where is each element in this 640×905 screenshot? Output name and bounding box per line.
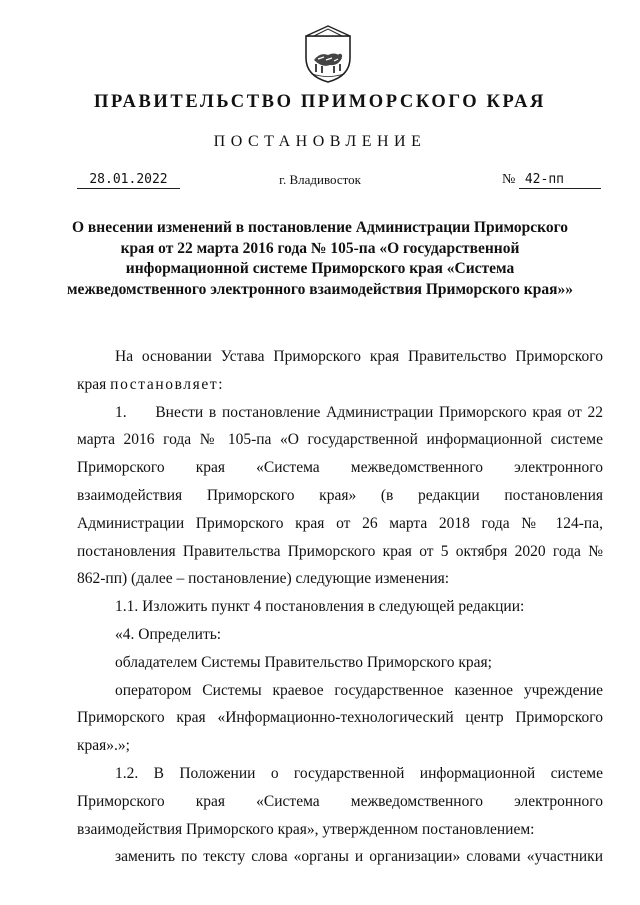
paragraph-item-1: 1. Внести в постановление Администрации Приморского края от 22 марта 2016 года № 105-па «О государственной информационной системе Приморского края «Система межведомственного электронного взаимодействия Приморского края» (в редакции постановления Администрации Приморского края от 26 марта 2018 года № 124-па, постановления Правительства Приморского края от 5 октября 2020 года № 862-пп) (далее – постановление) следующие изменения: bbox=[77, 403, 603, 588]
organization-name: ПРАВИТЕЛЬСТВО ПРИМОРСКОГО КРАЯ bbox=[93, 92, 546, 112]
document-title: О внесении изменений в постановление Администрации Приморского края от 22 марта 2016 года № 105-па «О государственной информационной системе Приморского края «Система межведомственного электронного взаимодействия Приморского края»» bbox=[67, 219, 573, 298]
document-body bbox=[77, 343, 603, 871]
paragraph-item-1-2: 1.2. В Положении о государственной информационной системе Приморского края «Система межведомственного электронного взаимодействия Приморского края», утвержденном постановлением: bbox=[77, 764, 603, 838]
paragraph-operator: оператором Системы краевое государственное казенное учреждение Приморского края «Информационно-технологический центр Приморского края».»; bbox=[77, 681, 603, 755]
paragraph-preamble bbox=[77, 343, 603, 399]
document-date: 28.01.2022 bbox=[77, 172, 180, 189]
preamble-text: На основании Устава Приморского края Правительство Приморского края bbox=[77, 348, 603, 393]
paragraph-replace: заменить по тексту слова «органы и организации» словами «участники bbox=[115, 848, 603, 866]
document-type: ПОСТАНОВЛЕНИЕ bbox=[213, 133, 427, 150]
paragraph-quote-start: «4. Определить: bbox=[115, 625, 222, 643]
paragraph-item-1-1: 1.1. Изложить пункт 4 постановления в следующей редакции: bbox=[115, 598, 525, 616]
document-city: г. Владивосток bbox=[279, 172, 361, 187]
paragraph-owner: обладателем Системы Правительство Приморского края; bbox=[115, 653, 492, 671]
preamble-keyword: постановляет: bbox=[110, 375, 225, 393]
coat-of-arms-emblem bbox=[300, 22, 356, 84]
number-sign: № bbox=[502, 172, 516, 187]
document-number bbox=[502, 172, 601, 189]
number-value: 42-пп bbox=[519, 172, 601, 189]
